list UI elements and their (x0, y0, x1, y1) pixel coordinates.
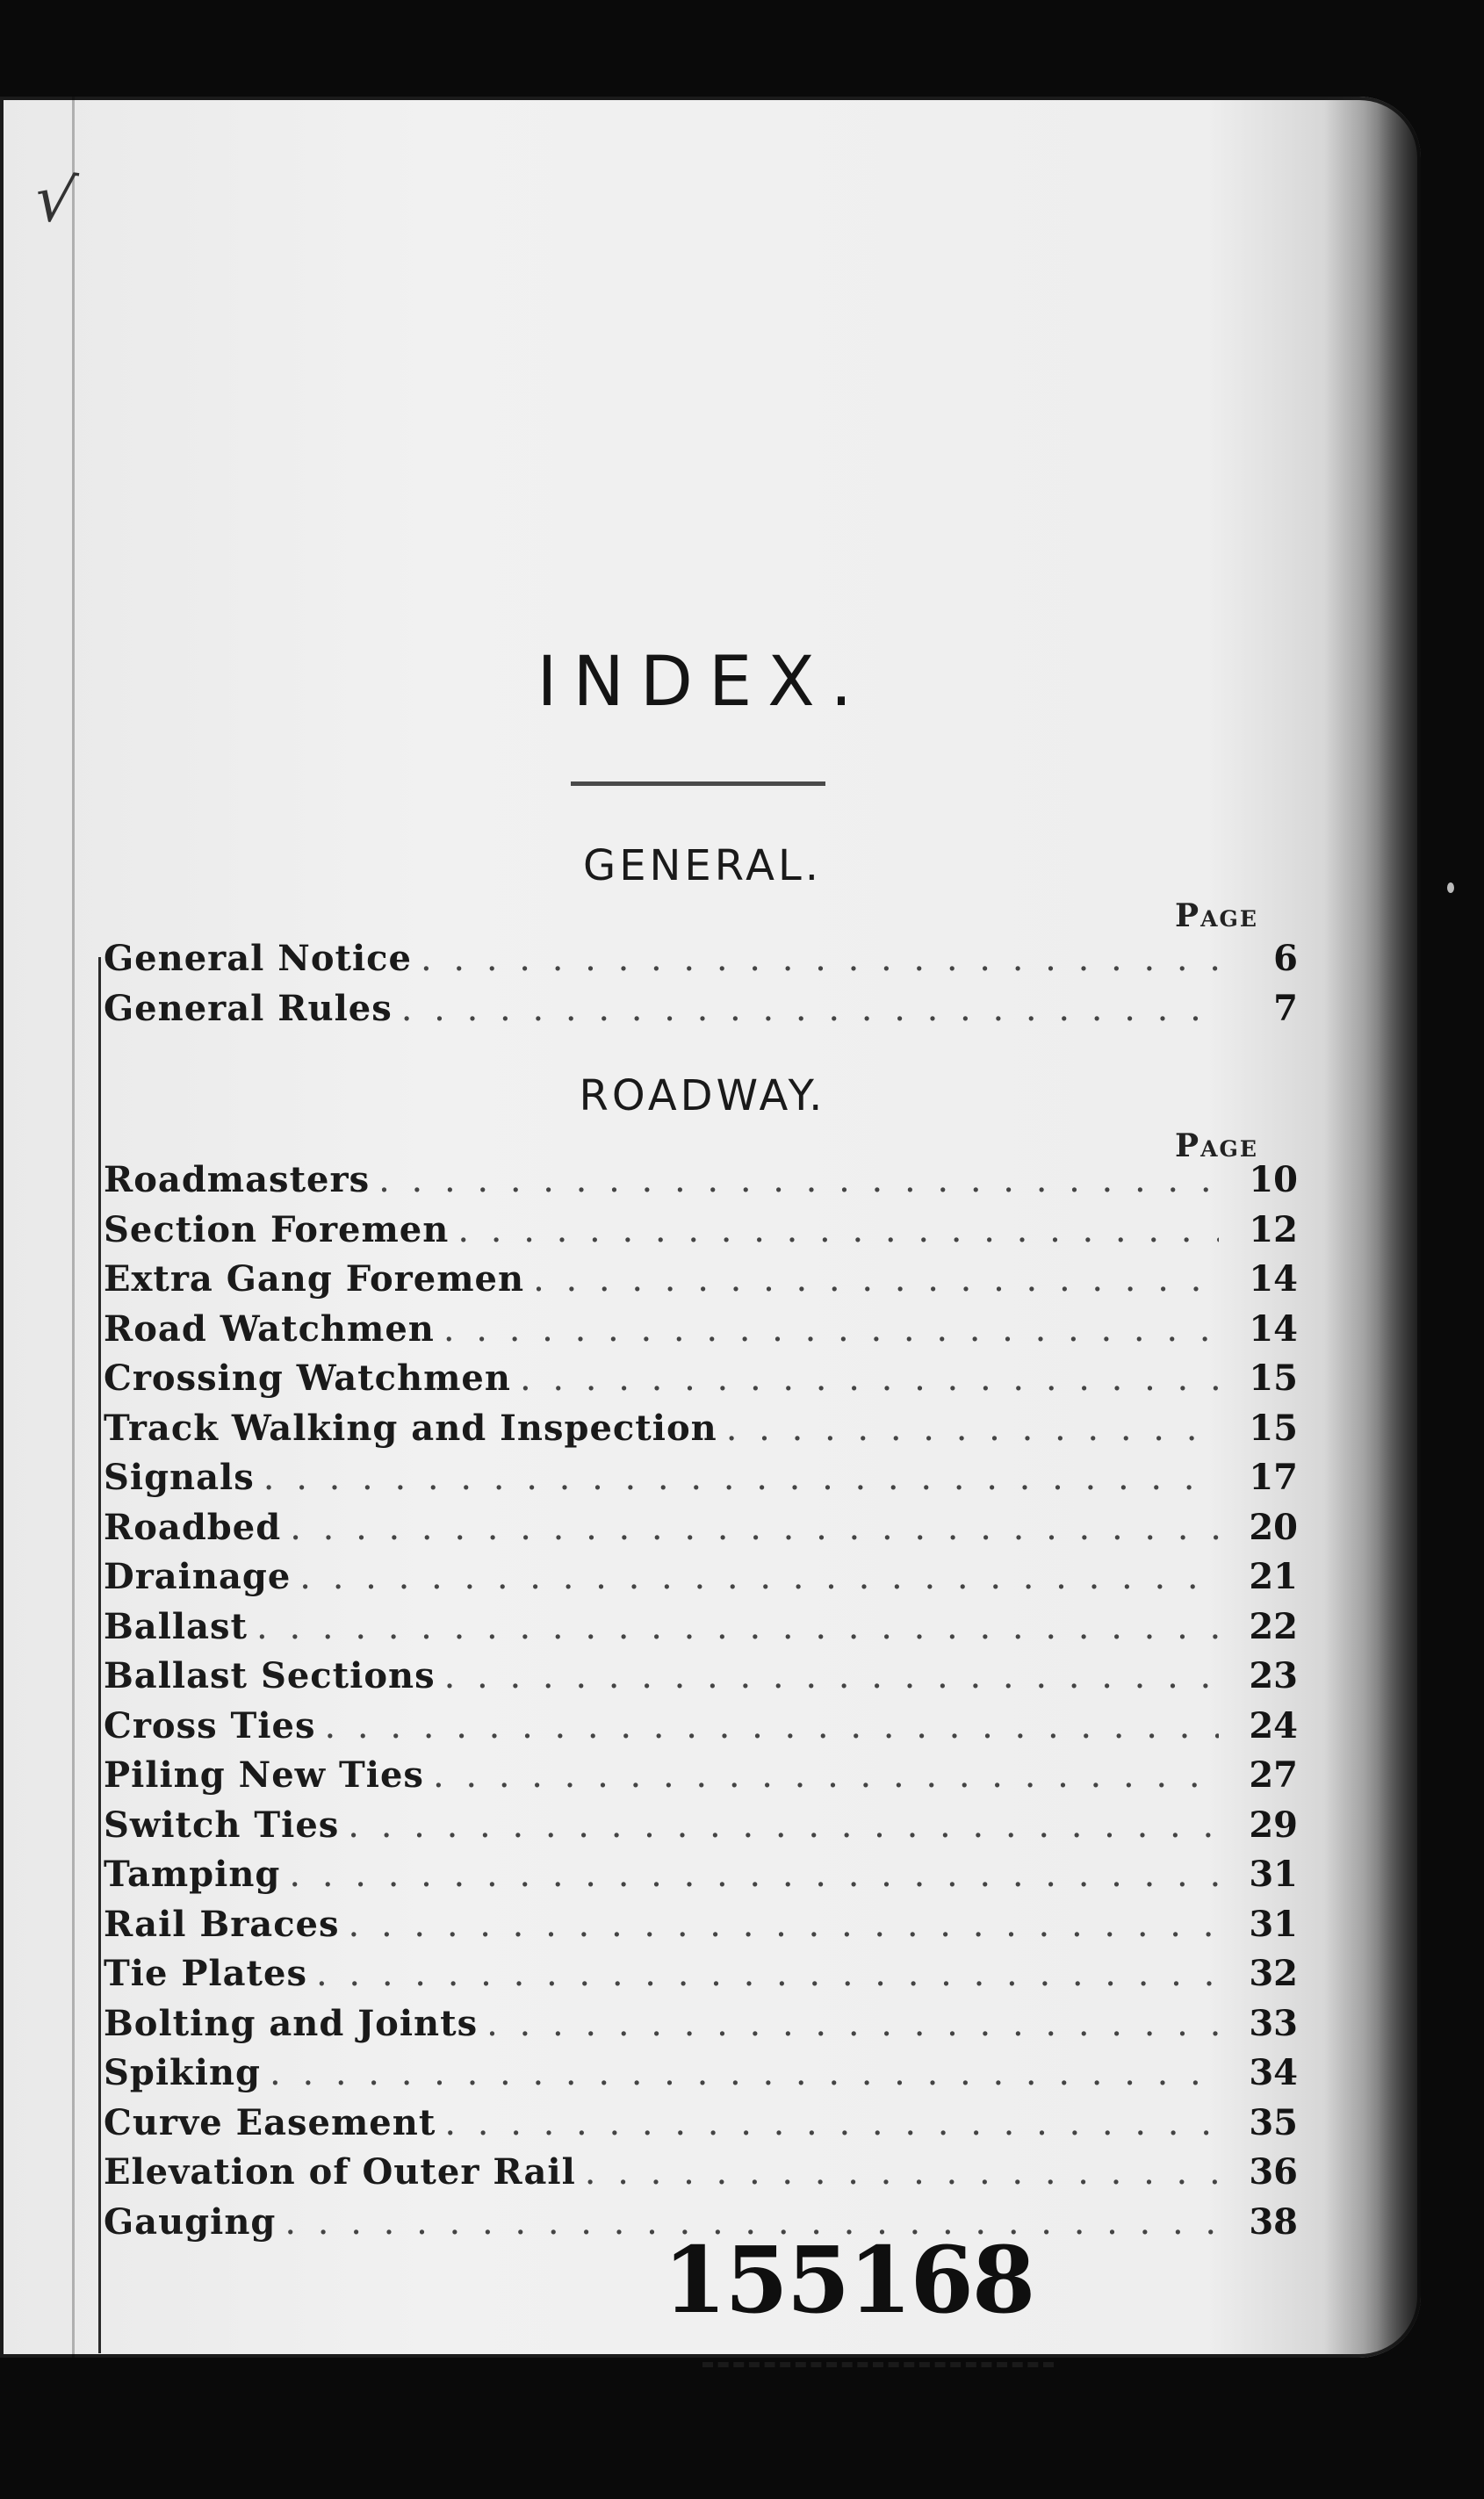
dot-leader (717, 1408, 1219, 1449)
index-entry (104, 1854, 1298, 1904)
entry-page: 14 (1249, 1258, 1298, 1300)
binding-fold-line (98, 957, 101, 2353)
entry-name: Bolting and Joints (104, 2002, 479, 2044)
dot-leader (436, 1656, 1219, 1696)
index-entry (104, 1258, 1298, 1308)
title-divider (571, 781, 825, 786)
dot-leader (255, 1458, 1219, 1498)
entry-page: 35 (1249, 2101, 1298, 2143)
entry-name: Signals (104, 1457, 255, 1498)
roadway-entries (104, 1159, 1298, 2251)
entry-page: 7 (1273, 987, 1298, 1029)
index-entry (104, 1408, 1298, 1458)
dot-leader (307, 1954, 1219, 1994)
entry-page: 32 (1249, 1953, 1298, 1994)
entry-page: 20 (1249, 1506, 1298, 1548)
entry-name: Elevation of Outer Rail (104, 2151, 576, 2193)
dot-leader (280, 1854, 1219, 1895)
dot-leader (436, 2103, 1219, 2143)
entry-page: 15 (1249, 1407, 1298, 1449)
index-entry (104, 1209, 1298, 1259)
entry-name: General Rules (104, 987, 393, 1029)
index-entry (104, 1655, 1298, 1705)
index-entry (104, 2003, 1298, 2053)
dot-leader (511, 1358, 1219, 1399)
entry-name: Rail Braces (104, 1903, 340, 1945)
dot-leader (291, 1557, 1219, 1597)
entry-page: 23 (1249, 1655, 1298, 1696)
index-entry (104, 1705, 1298, 1755)
dot-leader (449, 1210, 1219, 1250)
index-entry (104, 1159, 1298, 1209)
entry-page: 14 (1249, 1307, 1298, 1350)
index-entry (104, 1904, 1298, 1954)
dot-leader (315, 1706, 1219, 1746)
entry-name: Switch Ties (104, 1804, 340, 1846)
entry-page: 36 (1249, 2151, 1298, 2193)
index-entry (104, 1358, 1298, 1408)
entry-name: Extra Gang Foremen (104, 1258, 525, 1300)
index-entry (104, 1308, 1298, 1358)
entry-name: Roadbed (104, 1506, 282, 1548)
entry-name: Tie Plates (104, 1953, 307, 1994)
entry-page: 38 (1249, 2200, 1298, 2243)
entry-page: 27 (1249, 1754, 1298, 1796)
entry-page: 31 (1249, 1903, 1298, 1945)
entry-name: Drainage (104, 1556, 292, 1597)
entry-name: Gauging (104, 2200, 277, 2243)
entry-name: Piling New Ties (104, 1754, 424, 1796)
index-entry (104, 988, 1298, 1038)
entry-page: 12 (1249, 1208, 1298, 1250)
margin-rule (72, 97, 75, 2358)
index-entry (104, 938, 1298, 988)
entry-name: Tamping (104, 1854, 281, 1895)
page-column-label-roadway: Page (1175, 1127, 1258, 1164)
index-entry (104, 1457, 1298, 1507)
entry-page: 31 (1249, 1854, 1298, 1895)
general-entries (104, 938, 1298, 1037)
index-entry (104, 1556, 1298, 1606)
index-entry (104, 1804, 1298, 1854)
dot-leader (393, 989, 1219, 1029)
margin-check-mark: √ (30, 160, 81, 239)
entry-page: 10 (1249, 1159, 1298, 1200)
dot-leader (478, 2004, 1219, 2044)
section-heading-roadway: ROADWAY. (579, 1071, 826, 1120)
entry-page: 33 (1249, 2002, 1298, 2044)
dot-leader (281, 1508, 1219, 1548)
dot-leader (339, 1805, 1219, 1846)
entry-name: Ballast (104, 1605, 249, 1647)
page-column-label-general: Page (1175, 897, 1258, 934)
entry-name: Track Walking and Inspection (104, 1407, 717, 1449)
entry-page: 21 (1249, 1556, 1298, 1597)
dot-leader (435, 1309, 1219, 1350)
dot-leader (340, 1905, 1219, 1945)
entry-page: 6 (1273, 938, 1298, 979)
dot-leader (261, 2053, 1219, 2093)
page-edge-shadow (1324, 97, 1421, 2358)
index-entry (104, 2052, 1298, 2102)
entry-page: 24 (1249, 1704, 1298, 1746)
index-entry (104, 2151, 1298, 2201)
entry-name: Cross Ties (104, 1704, 316, 1746)
entry-page: 17 (1249, 1457, 1298, 1498)
entry-name: Roadmasters (104, 1159, 371, 1200)
index-entry (104, 2102, 1298, 2152)
accession-number-stamp: 155168 (663, 2226, 1034, 2334)
index-entry (104, 1507, 1298, 1557)
entry-name: Spiking (104, 2052, 262, 2093)
stamp-underline (702, 2362, 1054, 2376)
entry-name: General Notice (104, 938, 412, 979)
dot-leader (412, 939, 1219, 979)
dot-leader (370, 1160, 1219, 1200)
dot-leader (424, 1755, 1219, 1796)
entry-name: Crossing Watchmen (104, 1358, 511, 1399)
page-title: INDEX. (537, 643, 868, 722)
dot-leader (576, 2152, 1219, 2193)
entry-name: Ballast Sections (104, 1655, 436, 1696)
entry-name: Road Watchmen (104, 1307, 435, 1350)
entry-page: 29 (1249, 1804, 1298, 1846)
section-heading-general: GENERAL. (583, 841, 822, 890)
entry-name: Section Foremen (104, 1208, 450, 1250)
entry-page: 22 (1249, 1605, 1298, 1647)
index-entry (104, 1754, 1298, 1804)
index-entry (104, 1606, 1298, 1656)
entry-page: 34 (1249, 2052, 1298, 2093)
entry-page: 15 (1249, 1358, 1298, 1399)
dot-leader (248, 1607, 1219, 1647)
entry-name: Curve Easement (104, 2101, 436, 2143)
index-entry (104, 1953, 1298, 2003)
edge-speck (1447, 882, 1454, 893)
dot-leader (524, 1259, 1219, 1300)
